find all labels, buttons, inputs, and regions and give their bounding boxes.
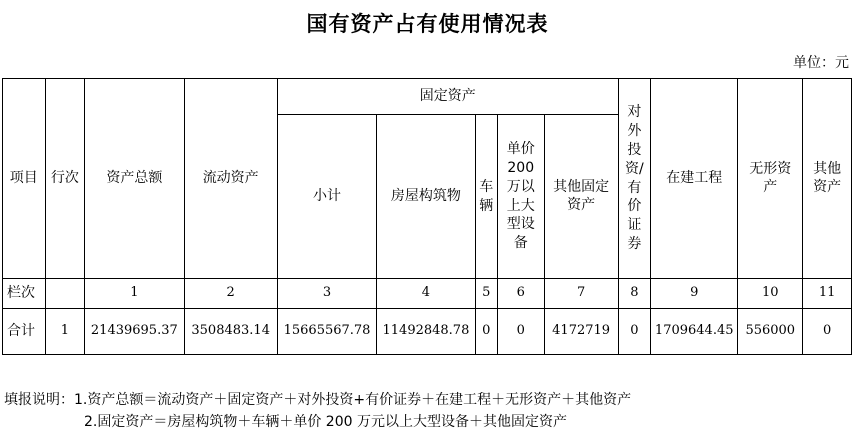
column-number: 2 <box>184 279 277 309</box>
filling-notes <box>4 389 631 433</box>
unit-label: 单位：元 <box>793 55 849 71</box>
fixed-subtotal-value: 15665567.78 <box>277 309 376 355</box>
column-number: 6 <box>497 279 544 309</box>
header-item: 项目 <box>3 79 46 279</box>
total-row-label: 合计 <box>3 309 46 355</box>
other-assets-value: 0 <box>803 309 852 355</box>
header-investments: 对外投资/有价证券 <box>618 79 650 279</box>
header-current-assets: 流动资产 <box>184 79 277 279</box>
header-total-assets: 资产总额 <box>85 79 184 279</box>
header-construction: 在建工程 <box>651 79 738 279</box>
header-row-1 <box>3 79 852 115</box>
column-number: 3 <box>277 279 376 309</box>
total-row-no: 1 <box>45 309 85 355</box>
total-assets-value: 21439695.37 <box>85 309 184 355</box>
construction-value: 1709644.45 <box>651 309 738 355</box>
state-assets-table <box>2 78 852 355</box>
other-fixed-value: 4172719 <box>544 309 618 355</box>
large-equipment-value: 0 <box>497 309 544 355</box>
investments-value: 0 <box>618 309 650 355</box>
column-number: 9 <box>651 279 738 309</box>
header-row-no: 行次 <box>45 79 85 279</box>
header-buildings: 房屋构筑物 <box>377 115 475 279</box>
header-large-equipment: 单价200万以上大型设备 <box>497 115 544 279</box>
column-number: 7 <box>544 279 618 309</box>
column-number: 1 <box>85 279 184 309</box>
notes-formula-2: 2.固定资产＝房屋构筑物＋车辆＋单价 200 万元以上大型设备＋其他固定资产 <box>84 414 567 430</box>
column-number: 8 <box>618 279 650 309</box>
header-fixed-assets: 固定资产 <box>277 79 618 115</box>
vehicles-value: 0 <box>475 309 497 355</box>
notes-prefix: 填报说明： <box>4 392 74 408</box>
header-other-assets: 其他资产 <box>803 79 852 279</box>
intangible-value: 556000 <box>738 309 803 355</box>
current-assets-value: 3508483.14 <box>184 309 277 355</box>
column-number-row <box>3 279 852 309</box>
column-number: 10 <box>738 279 803 309</box>
notes-formula-1: 1.资产总额＝流动资产＋固定资产＋对外投资+有价证券＋在建工程＋无形资产＋其他资产 <box>74 392 632 408</box>
column-number: 11 <box>803 279 852 309</box>
page-title: 国有资产占有使用情况表 <box>306 11 549 36</box>
column-number: 5 <box>475 279 497 309</box>
column-number-row-no <box>45 279 85 309</box>
header-other-fixed: 其他固定资产 <box>544 115 618 279</box>
notes-line-1 <box>4 389 631 411</box>
buildings-value: 11492848.78 <box>377 309 475 355</box>
header-intangible: 无形资产 <box>738 79 803 279</box>
header-subtotal: 小计 <box>277 115 376 279</box>
column-number: 4 <box>377 279 475 309</box>
column-number-label: 栏次 <box>3 279 46 309</box>
header-vehicles: 车辆 <box>475 115 497 279</box>
total-row <box>3 309 852 355</box>
